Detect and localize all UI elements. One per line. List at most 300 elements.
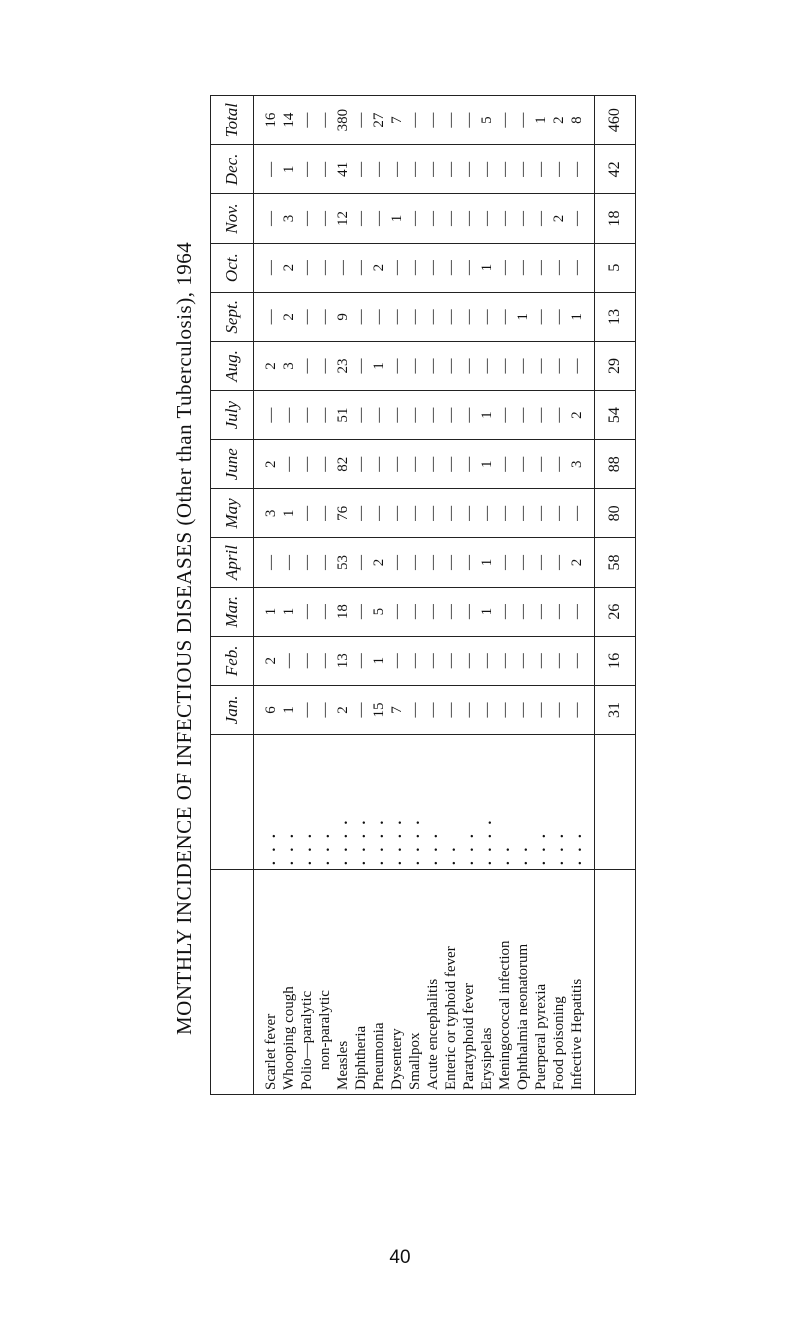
cell-value: — [317, 211, 333, 227]
cell-value: — [533, 211, 549, 227]
cell-value: — [479, 309, 495, 325]
cell-value: — [389, 309, 405, 325]
month-values-cell [254, 587, 595, 636]
disease-label: Pneumonia [371, 1022, 387, 1090]
cell-value: — [299, 456, 315, 472]
disease-label: Whooping cough [281, 986, 297, 1090]
leader-dots-cell [254, 735, 595, 870]
cell-value: — [461, 211, 477, 227]
cell-value: — [389, 604, 405, 620]
cell-value: 8 [569, 116, 585, 124]
cell-value: — [425, 456, 441, 472]
cell-value: 1 [479, 607, 495, 616]
page-number: 40 [389, 1247, 411, 1268]
cell-value: — [497, 112, 513, 128]
cell-value: — [443, 407, 459, 423]
cell-value: — [407, 604, 423, 620]
cell-value: — [389, 407, 405, 423]
cell-value: — [407, 456, 423, 472]
cell-value: — [425, 407, 441, 423]
cell-value: — [551, 309, 567, 325]
cell-value: — [515, 505, 531, 521]
disease-label: Enteric or typhoid fever [443, 946, 459, 1090]
cell-value: — [497, 456, 513, 472]
leader-dots: . . . [551, 831, 567, 865]
cell-value: — [443, 358, 459, 374]
column-total: 42 [595, 145, 636, 194]
cell-value: 7 [389, 706, 405, 714]
cell-value: — [443, 604, 459, 620]
cell-value: — [497, 358, 513, 374]
cell-value: — [317, 555, 333, 571]
cell-value: — [299, 211, 315, 227]
column-total: 460 [595, 96, 636, 145]
leader-dots: . . . . [335, 817, 351, 865]
column-header: April [211, 538, 254, 587]
cell-value: — [551, 161, 567, 177]
totals-row [595, 96, 636, 1095]
month-values-cell [254, 636, 595, 685]
cell-value: — [479, 161, 495, 177]
disease-label: Ophthalmia neonatorum [515, 943, 531, 1090]
cell-value: — [497, 604, 513, 620]
cell-value: — [569, 505, 585, 521]
disease-label: Measles [335, 1040, 351, 1090]
cell-value: 2 [371, 558, 387, 567]
cell-value: — [263, 161, 279, 177]
cell-value: — [371, 505, 387, 521]
cell-value: 1 [371, 657, 387, 665]
leader-dots: . . . . [371, 817, 387, 865]
cell-value: 1 [281, 165, 297, 174]
cell-value: — [281, 555, 297, 571]
cell-value: — [497, 407, 513, 423]
cell-value: — [533, 604, 549, 620]
column-header: Oct. [211, 243, 254, 292]
column-header: Nov. [211, 194, 254, 243]
cell-value: 1 [479, 460, 495, 468]
cell-value: — [443, 702, 459, 718]
cell-value: — [299, 309, 315, 325]
cell-value: — [263, 309, 279, 325]
cell-value: — [515, 702, 531, 718]
leader-dots: . . . [425, 831, 441, 865]
cell-value: — [317, 407, 333, 423]
cell-value: — [497, 702, 513, 718]
cell-value: — [569, 260, 585, 276]
cell-value: — [443, 555, 459, 571]
column-total: 26 [595, 587, 636, 636]
leader-dots: . . . [317, 831, 333, 865]
cell-value: — [371, 407, 387, 423]
cell-value: — [407, 211, 423, 227]
leader-dots: . . [515, 844, 531, 865]
cell-value: 1 [479, 558, 495, 567]
table-body-row [254, 96, 595, 1095]
leader-dots: . . . . [389, 817, 405, 865]
cell-value: 3 [263, 509, 279, 518]
cell-value: — [515, 604, 531, 620]
cell-value: 1 [281, 607, 297, 616]
column-header: Feb. [211, 636, 254, 685]
column-header: Aug. [211, 341, 254, 390]
cell-value: — [353, 505, 369, 521]
cell-value: — [299, 505, 315, 521]
cell-value: — [497, 260, 513, 276]
cell-value: — [497, 505, 513, 521]
column-total: 13 [595, 292, 636, 341]
cell-value: 2 [551, 214, 567, 223]
cell-value: — [389, 653, 405, 669]
disease-label: non-paralytic [317, 990, 333, 1070]
cell-value: 2 [281, 263, 297, 272]
cell-value: — [425, 211, 441, 227]
cell-value: — [389, 456, 405, 472]
cell-value: 2 [569, 411, 585, 419]
leader-dots: . . . [461, 831, 477, 865]
cell-value: 3 [281, 214, 297, 223]
disease-label: Scarlet fever [263, 1013, 279, 1090]
cell-value: — [425, 702, 441, 718]
cell-value: 1 [533, 116, 549, 124]
cell-value: — [407, 407, 423, 423]
cell-value: — [551, 505, 567, 521]
cell-value: 1 [479, 411, 495, 419]
cell-value: 12 [335, 211, 351, 227]
cell-value: — [443, 456, 459, 472]
cell-value: — [479, 358, 495, 374]
cell-value: — [569, 358, 585, 374]
cell-value: — [263, 555, 279, 571]
cell-value: 1 [371, 362, 387, 370]
cell-value: — [317, 505, 333, 521]
cell-value: 1 [281, 706, 297, 714]
cell-value: — [299, 604, 315, 620]
cell-value: — [317, 702, 333, 718]
cell-value: — [551, 358, 567, 374]
cell-value: — [461, 505, 477, 521]
leader-dots: . . [443, 844, 459, 865]
cell-value: 2 [263, 657, 279, 665]
cell-value: — [299, 260, 315, 276]
cell-value: — [299, 653, 315, 669]
cell-value: — [353, 358, 369, 374]
cell-value: — [299, 407, 315, 423]
column-header: June [211, 440, 254, 489]
cell-value: — [317, 604, 333, 620]
disease-label: Diphtheria [353, 1025, 369, 1090]
cell-value: — [497, 555, 513, 571]
cell-value: — [461, 456, 477, 472]
cell-value: — [443, 112, 459, 128]
leader-dots: . . . . [407, 817, 423, 865]
cell-value: 41 [335, 161, 351, 177]
cell-value: — [299, 702, 315, 718]
cell-value: — [281, 407, 297, 423]
cell-value: — [461, 112, 477, 128]
cell-value: — [533, 653, 549, 669]
cell-value: — [497, 653, 513, 669]
cell-value: 16 [263, 112, 279, 128]
table-header-row [211, 96, 254, 1095]
cell-value: — [263, 260, 279, 276]
disease-label: Dysentery [389, 1028, 405, 1090]
cell-value: 3 [281, 362, 297, 370]
column-total: 31 [595, 685, 636, 734]
cell-value: 2 [263, 460, 279, 468]
cell-value: — [353, 112, 369, 128]
cell-value: — [317, 309, 333, 325]
cell-value: — [353, 555, 369, 571]
leader-dots: . . [497, 844, 513, 865]
cell-value: — [461, 358, 477, 374]
cell-value: — [533, 505, 549, 521]
column-header: Dec. [211, 145, 254, 194]
cell-value: — [551, 407, 567, 423]
disease-label: Meningococcal infection [497, 940, 513, 1090]
month-values-cell [254, 440, 595, 489]
column-header: Sept. [211, 292, 254, 341]
cell-value: 1 [389, 214, 405, 223]
cell-value: — [533, 161, 549, 177]
month-values-cell [254, 96, 595, 145]
totals-blank-dots [595, 735, 636, 870]
cell-value: — [551, 260, 567, 276]
month-values-cell [254, 341, 595, 390]
cell-value: — [407, 260, 423, 276]
cell-value: 13 [335, 653, 351, 669]
cell-value: — [461, 702, 477, 718]
cell-value: — [443, 260, 459, 276]
month-values-cell [254, 292, 595, 341]
column-header: July [211, 391, 254, 440]
column-total: 54 [595, 391, 636, 440]
cell-value: — [569, 161, 585, 177]
cell-value: — [353, 161, 369, 177]
column-total: 58 [595, 538, 636, 587]
cell-value: 380 [335, 108, 351, 132]
cell-value: 2 [263, 362, 279, 370]
cell-value: — [389, 260, 405, 276]
column-total: 88 [595, 440, 636, 489]
cell-value: — [407, 555, 423, 571]
cell-value: — [515, 456, 531, 472]
cell-value: — [407, 161, 423, 177]
cell-value: — [533, 260, 549, 276]
cell-value: 23 [335, 358, 351, 374]
cell-value: — [389, 161, 405, 177]
cell-value: — [515, 211, 531, 227]
cell-value: — [425, 309, 441, 325]
cell-value: — [425, 505, 441, 521]
column-header: May [211, 489, 254, 538]
cell-value: — [497, 161, 513, 177]
cell-value: — [299, 161, 315, 177]
disease-label: Puerperal pyrexia [533, 983, 549, 1090]
column-total: 29 [595, 341, 636, 390]
cell-value: — [425, 653, 441, 669]
cell-value: — [551, 604, 567, 620]
cell-value: 14 [281, 112, 297, 128]
cell-value: 7 [389, 116, 405, 124]
cell-value: — [461, 604, 477, 620]
cell-value: — [353, 211, 369, 227]
cell-value: — [425, 161, 441, 177]
month-values-cell [254, 391, 595, 440]
cell-value: 1 [569, 313, 585, 321]
cell-value: — [533, 702, 549, 718]
month-values-cell [254, 685, 595, 734]
cell-value: — [515, 260, 531, 276]
cell-value: 2 [281, 313, 297, 321]
cell-value: 1 [479, 263, 495, 272]
disease-label-cell [254, 870, 595, 1095]
cell-value: — [569, 702, 585, 718]
cell-value: 27 [371, 112, 387, 128]
cell-value: 9 [335, 313, 351, 321]
cell-value: — [479, 211, 495, 227]
cell-value: — [353, 604, 369, 620]
cell-value: 2 [569, 558, 585, 567]
cell-value: — [407, 309, 423, 325]
cell-value: — [515, 161, 531, 177]
cell-value: 1 [515, 313, 531, 321]
cell-value: — [317, 358, 333, 374]
cell-value: 6 [263, 706, 279, 714]
cell-value: 5 [371, 607, 387, 616]
cell-value: — [479, 505, 495, 521]
cell-value: 2 [371, 263, 387, 272]
incidence-table [210, 95, 623, 1095]
cell-value: — [371, 161, 387, 177]
month-values-cell [254, 489, 595, 538]
month-values-cell [254, 243, 595, 292]
cell-value: — [407, 702, 423, 718]
leader-dots: . . . [299, 831, 315, 865]
cell-value: — [371, 309, 387, 325]
cell-value: 3 [569, 460, 585, 468]
cell-value: — [389, 505, 405, 521]
month-values-cell [254, 194, 595, 243]
cell-value: 5 [479, 116, 495, 124]
totals-blank [595, 870, 636, 1095]
cell-value: 76 [335, 505, 351, 521]
cell-value: — [317, 260, 333, 276]
cell-value: — [497, 211, 513, 227]
disease-label: Infective Hepatitis [569, 978, 585, 1090]
cell-value: — [551, 653, 567, 669]
cell-value: — [533, 407, 549, 423]
column-total: 5 [595, 243, 636, 292]
disease-label: Paratyphoid fever [461, 982, 477, 1090]
column-total: 16 [595, 636, 636, 685]
cell-value: 82 [335, 456, 351, 472]
disease-label: Food poisoning [551, 996, 567, 1090]
cell-value: — [353, 260, 369, 276]
leader-dots: . . . . [479, 817, 495, 865]
disease-label: Polio—paralytic [299, 990, 315, 1090]
cell-value: — [407, 358, 423, 374]
cell-value: — [569, 211, 585, 227]
cell-value: — [353, 702, 369, 718]
cell-value: — [461, 407, 477, 423]
cell-value: — [461, 309, 477, 325]
cell-value: — [533, 309, 549, 325]
column-header: Jan. [211, 685, 254, 734]
cell-value: — [353, 456, 369, 472]
cell-value: — [371, 456, 387, 472]
cell-value: — [515, 358, 531, 374]
cell-value: — [533, 456, 549, 472]
cell-value: 15 [371, 702, 387, 718]
cell-value: — [461, 161, 477, 177]
cell-value: — [443, 161, 459, 177]
cell-value: — [317, 112, 333, 128]
cell-value: — [479, 702, 495, 718]
column-total: 18 [595, 194, 636, 243]
cell-value: — [425, 260, 441, 276]
header-blank [211, 870, 254, 1095]
cell-value: — [461, 653, 477, 669]
cell-value: 1 [281, 509, 297, 518]
column-total: 80 [595, 489, 636, 538]
disease-label: Acute encephalitis [425, 978, 441, 1090]
cell-value: — [479, 653, 495, 669]
disease-label: Smallpox [407, 1032, 423, 1090]
disease-label: Erysipelas [479, 1027, 495, 1090]
leader-dots: . . . . [353, 817, 369, 865]
cell-value: — [443, 309, 459, 325]
cell-value: — [353, 407, 369, 423]
cell-value: — [461, 260, 477, 276]
cell-value: — [551, 456, 567, 472]
cell-value: — [407, 112, 423, 128]
cell-value: — [407, 505, 423, 521]
cell-value: — [317, 161, 333, 177]
cell-value: 18 [335, 604, 351, 620]
cell-value: — [533, 358, 549, 374]
cell-value: 1 [263, 607, 279, 616]
cell-value: — [317, 653, 333, 669]
cell-value: — [551, 702, 567, 718]
cell-value: — [353, 309, 369, 325]
cell-value: — [443, 653, 459, 669]
cell-value: — [425, 358, 441, 374]
cell-value: — [281, 456, 297, 472]
cell-value: — [263, 211, 279, 227]
cell-value: — [443, 505, 459, 521]
cell-value: — [533, 555, 549, 571]
cell-value: — [515, 112, 531, 128]
cell-value: — [335, 260, 351, 276]
cell-value: — [299, 555, 315, 571]
column-header: Total [211, 96, 254, 145]
header-blank-dots [211, 735, 254, 870]
cell-value: — [389, 358, 405, 374]
leader-dots: . . . [281, 831, 297, 865]
cell-value: — [443, 211, 459, 227]
cell-value: — [299, 112, 315, 128]
cell-value: — [569, 653, 585, 669]
cell-value: — [515, 653, 531, 669]
cell-value: — [299, 358, 315, 374]
cell-value: — [425, 112, 441, 128]
cell-value: — [389, 555, 405, 571]
leader-dots: . . . [569, 831, 585, 865]
page-title: MONTHLY INCIDENCE OF INFECTIOUS DISEASES (Other than Tuberculosis), 1964 [172, 241, 196, 1035]
cell-value: — [569, 604, 585, 620]
leader-dots: . . . [263, 831, 279, 865]
